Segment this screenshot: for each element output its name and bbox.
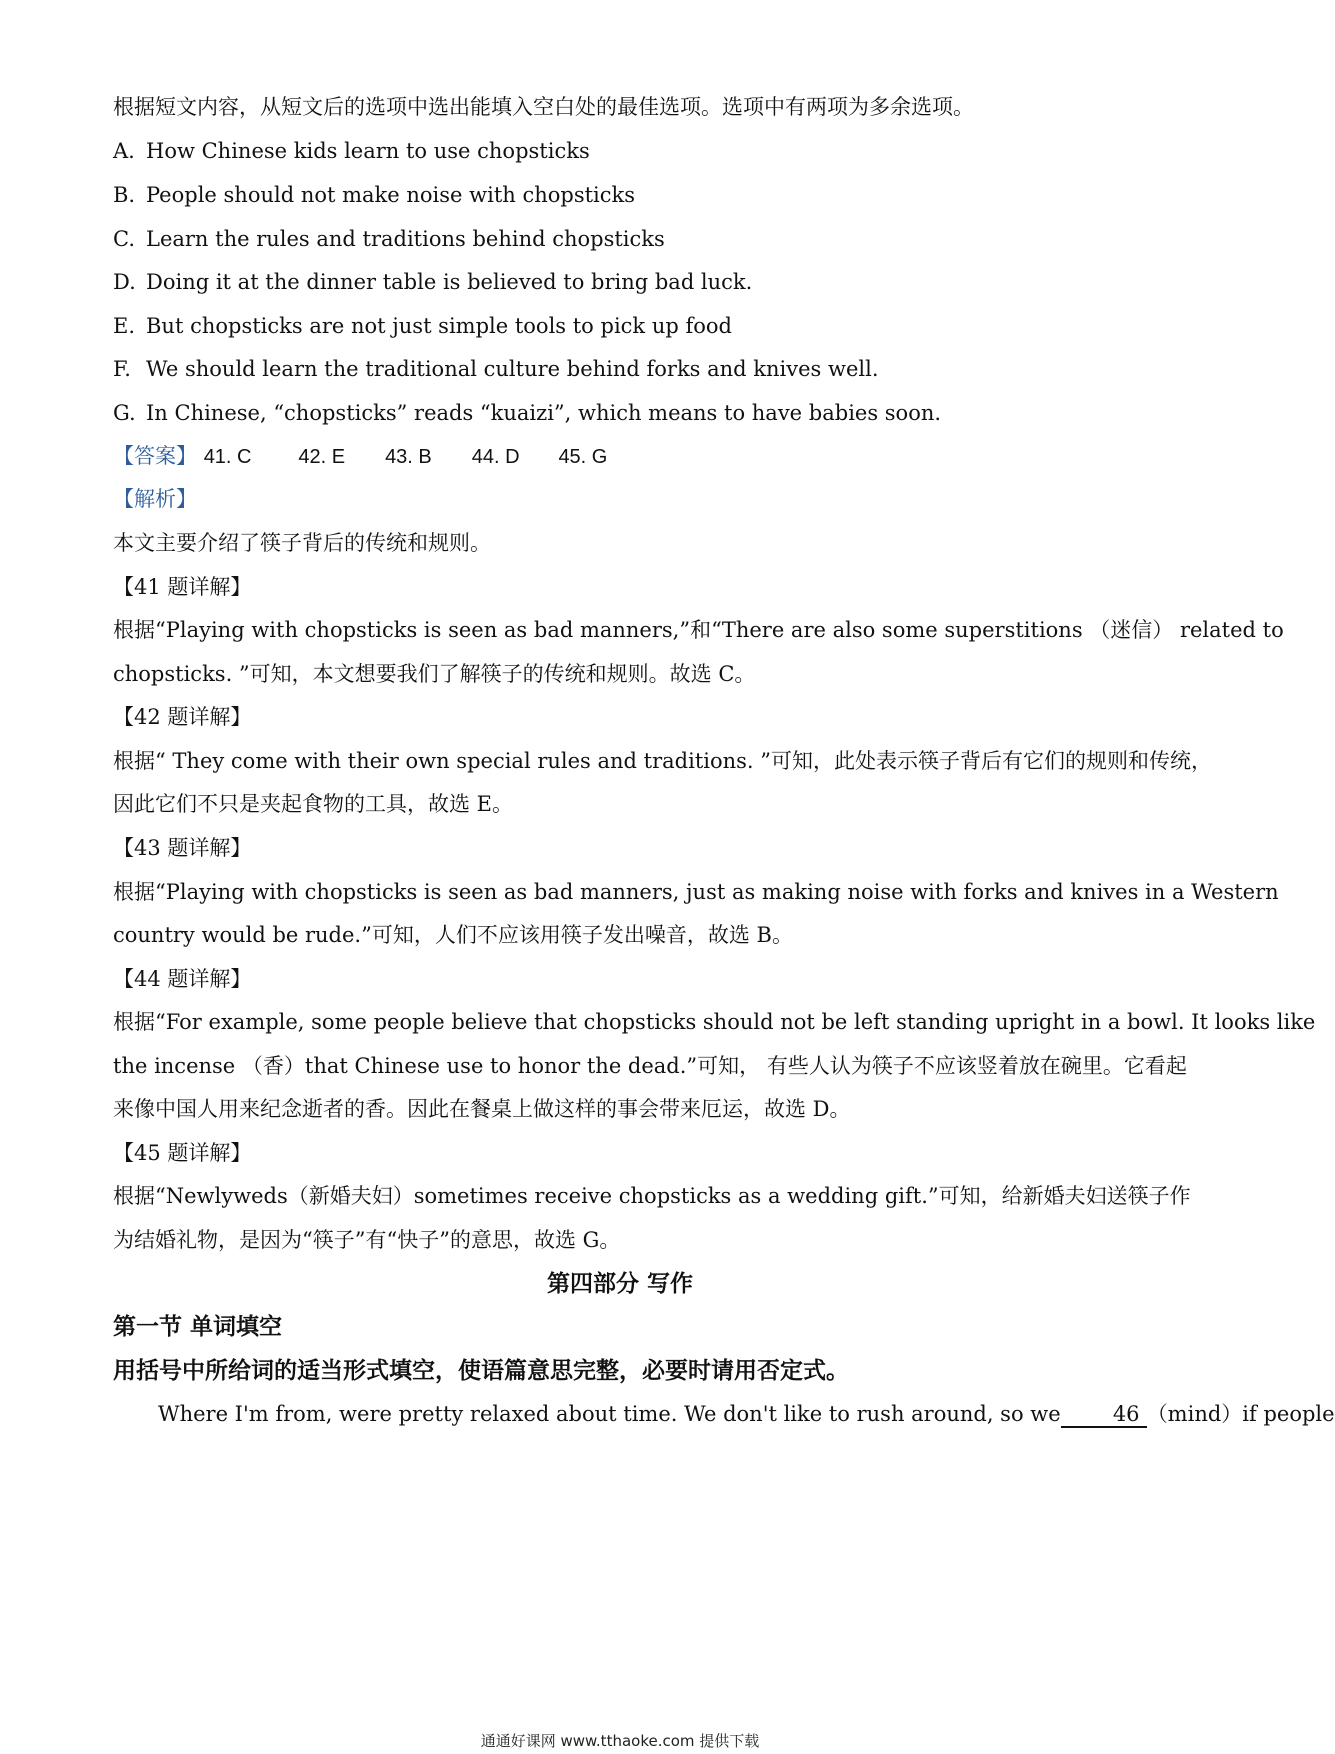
detail-line: 因此它们不只是夹起食物的工具，故选 E。 bbox=[113, 792, 514, 816]
answer-item: 45. G bbox=[558, 446, 608, 468]
detail-title-44: 【44 题详解】 bbox=[113, 967, 252, 991]
detail-line: 根据“ They come with their own special rules and traditions. ”可知，此处表示筷子背后有它们的规则和传统， bbox=[113, 749, 1213, 773]
passage-text: （mind）if people bbox=[1146, 1402, 1335, 1426]
detail-line: the incense （香）that Chinese use to honor the dead.”可知， 有些人认为筷子不应该竖着放在碗里。它看起 bbox=[113, 1054, 1187, 1078]
answer-item: 41. C bbox=[203, 446, 252, 468]
option-letter: G. bbox=[113, 401, 136, 425]
summary-text: 本文主要介绍了筷子背后的传统和规则。 bbox=[113, 531, 491, 555]
detail-line: 为结婚礼物，是因为“筷子”有“快子”的意思，故选 G。 bbox=[113, 1228, 621, 1252]
detail-title-45: 【45 题详解】 bbox=[113, 1141, 252, 1165]
blank-46: 46 bbox=[1061, 1402, 1147, 1428]
passage-text: Where I'm from, were pretty relaxed about time. We don't like to rush around, so we bbox=[158, 1402, 1061, 1426]
option-letter: B. bbox=[113, 183, 136, 207]
answer-row bbox=[113, 441, 1129, 472]
option-letter: E. bbox=[113, 314, 136, 338]
detail-line: chopsticks. ”可知，本文想要我们了解筷子的传统和规则。故选 C。 bbox=[113, 662, 756, 686]
option-letter: C. bbox=[113, 227, 135, 251]
detail-title-42: 【42 题详解】 bbox=[113, 705, 252, 729]
part-heading: 第四部分 写作 bbox=[546, 1270, 693, 1297]
analysis-label: 【解析】 bbox=[113, 487, 197, 511]
option-e bbox=[113, 311, 1129, 341]
option-text: But chopsticks are not just simple tools to pick up food bbox=[146, 314, 732, 338]
section-heading: 第一节 单词填空 bbox=[113, 1313, 283, 1340]
option-d bbox=[113, 267, 1129, 297]
option-text: People should not make noise with chopsticks bbox=[146, 183, 636, 207]
detail-title-43: 【43 题详解】 bbox=[113, 836, 252, 860]
answer-label: 【答案】 bbox=[113, 444, 197, 468]
footer-text: 通通好课网 www.tthaoke.com 提供下载 bbox=[480, 1732, 760, 1750]
detail-line: 来像中国人用来纪念逝者的香。因此在餐桌上做这样的事会带来厄运，故选 D。 bbox=[113, 1097, 851, 1121]
instruction-text: 根据短文内容，从短文后的选项中选出能填入空白处的最佳选项。选项中有两项为多余选项。 bbox=[113, 95, 974, 119]
option-letter: F. bbox=[113, 357, 131, 381]
option-a bbox=[113, 136, 1129, 166]
option-text: We should learn the traditional culture behind forks and knives well. bbox=[146, 357, 879, 381]
answer-item: 42. E bbox=[298, 446, 346, 468]
detail-line: 根据“Playing with chopsticks is seen as bad manners, just as making noise with forks and knives in a Western bbox=[113, 880, 1279, 904]
detail-line: country would be rude.”可知，人们不应该用筷子发出噪音，故选 B。 bbox=[113, 923, 793, 947]
section-instruction: 用括号中所给词的适当形式填空，使语篇意思完整，必要时请用否定式。 bbox=[113, 1357, 849, 1384]
passage-line bbox=[113, 1399, 1335, 1429]
detail-title-41: 【41 题详解】 bbox=[113, 575, 252, 599]
option-text: Doing it at the dinner table is believed to bring bad luck. bbox=[146, 270, 753, 294]
option-g bbox=[113, 398, 1129, 428]
option-text: In Chinese, “chopsticks” reads “kuaizi”, which means to have babies soon. bbox=[146, 401, 942, 425]
detail-line: 根据“Playing with chopsticks is seen as bad manners,”和“There are also some superstitions （迷信） related to bbox=[113, 618, 1284, 642]
option-text: Learn the rules and traditions behind chopsticks bbox=[146, 227, 665, 251]
detail-line: 根据“For example, some people believe that chopsticks should not be left standing upright in a bowl. It looks like bbox=[113, 1010, 1316, 1034]
option-text: How Chinese kids learn to use chopsticks bbox=[146, 139, 590, 163]
answer-item: 43. B bbox=[385, 446, 432, 468]
option-b bbox=[113, 180, 1129, 210]
option-c bbox=[113, 224, 1129, 254]
answer-item: 44. D bbox=[471, 446, 520, 468]
option-f bbox=[113, 354, 1129, 384]
option-letter: D. bbox=[113, 270, 136, 294]
option-letter: A. bbox=[113, 139, 135, 163]
detail-line: 根据“Newlyweds（新婚夫妇）sometimes receive chopsticks as a wedding gift.”可知，给新婚夫妇送筷子作 bbox=[113, 1184, 1191, 1208]
